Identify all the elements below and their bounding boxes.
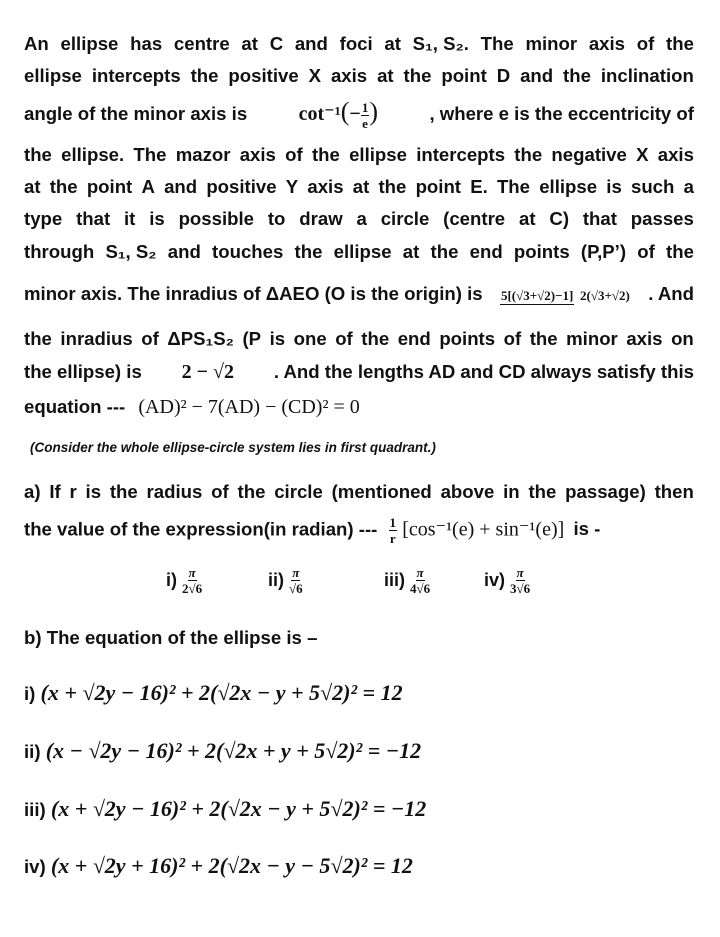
word: axis: [330, 65, 368, 86]
word: the: [528, 481, 557, 502]
passage-line-6: [24, 207, 694, 231]
word: of: [285, 144, 303, 165]
word: end: [397, 328, 431, 349]
word: a: [356, 208, 367, 229]
passage-line-2: [24, 64, 694, 88]
word: positive: [206, 176, 277, 197]
word: ellipse: [539, 176, 598, 197]
word: and: [164, 176, 198, 197]
word: minor: [525, 33, 578, 54]
word: the: [666, 33, 694, 54]
word: negative: [551, 144, 627, 165]
word: passage): [565, 481, 646, 502]
word: possible: [178, 208, 255, 229]
word: intercepts: [416, 144, 506, 165]
word: of: [637, 241, 655, 262]
word: at: [377, 65, 394, 86]
word: Y: [285, 176, 299, 197]
word: axis: [307, 176, 344, 197]
inradius-ps1s2-value: 2 − √2: [181, 361, 234, 383]
word: at: [519, 208, 536, 229]
word: C: [269, 33, 284, 54]
word: and: [167, 241, 201, 262]
word: of: [335, 328, 353, 349]
word: A: [141, 176, 155, 197]
word: An: [24, 33, 49, 54]
word: ellipse: [333, 241, 392, 262]
word: the: [666, 241, 694, 262]
word: point: [86, 176, 133, 197]
word: is: [85, 481, 102, 502]
ad-cd-equation: (AD)² − 7(AD) − (CD)² = 0: [138, 396, 360, 418]
word: has: [130, 33, 163, 54]
passage-line-8-text-a: minor axis. The inradius of ΔAEO (O is the origin) is: [24, 283, 483, 304]
word: the: [24, 144, 52, 165]
question-b-option-3[interactable]: iii) (x + √2y − 16)² + 2(√2x − y + 5√2)² = −12: [24, 796, 427, 821]
question-a-options: [0, 566, 720, 606]
question-b-option-4[interactable]: iv) (x + √2y + 16)² + 2(√2x − y − 5√2)² = 12: [24, 853, 413, 878]
word: point: [415, 176, 461, 197]
word: passes: [630, 208, 694, 229]
word: a: [683, 176, 694, 197]
word: circle: [380, 208, 430, 229]
word: C): [549, 208, 570, 229]
passage-line-5: [24, 175, 694, 199]
word: of: [141, 328, 159, 349]
word: centre: [173, 33, 230, 54]
word: at: [402, 241, 420, 262]
word: circle: [274, 481, 323, 502]
word: a): [24, 481, 41, 502]
word: is: [606, 176, 622, 197]
word: then: [654, 481, 694, 502]
passage-line-10-text-b: . And the lengths AD and CD always satisfy this: [273, 361, 694, 382]
word: on: [671, 328, 694, 349]
word: (mentioned: [331, 481, 432, 502]
word: If: [49, 481, 61, 502]
word: ellipse: [349, 144, 407, 165]
word: in: [503, 481, 520, 502]
word: end: [469, 241, 503, 262]
word: of: [503, 328, 522, 349]
word: the: [403, 65, 432, 86]
one-over-r-fraction: $\frac{1}{r}$: [389, 515, 397, 546]
note-first-quadrant: (Consider the whole ellipse-circle system lies in first quadrant.): [30, 440, 436, 455]
word: the: [24, 328, 52, 349]
word: the: [49, 176, 78, 197]
word: of: [636, 33, 655, 54]
word: is: [269, 328, 286, 349]
question-a-option-3[interactable]: iii) $\frac{\pi}{4√6}$: [384, 565, 431, 596]
word: the: [514, 144, 543, 165]
word: inradius: [60, 328, 133, 349]
word: S₁, S₂.: [412, 33, 469, 54]
word: foci: [339, 33, 373, 54]
passage-line-3-text-b: , where e is the eccentricity of: [429, 103, 694, 124]
word: D: [496, 65, 511, 86]
passage-line-8: [24, 282, 694, 306]
word: above: [440, 481, 495, 502]
passage-line-10: [24, 360, 694, 384]
question-a-line-2-text-b: is -: [573, 518, 601, 540]
question-a-option-2[interactable]: ii) $\frac{\pi}{√6}$: [268, 565, 303, 596]
word: through: [24, 241, 95, 262]
word: the: [294, 241, 323, 262]
word: touches: [212, 241, 284, 262]
question-b-option-2[interactable]: ii) (x − √2y − 16)² + 2(√2x + y + 5√2)² = −12: [24, 738, 422, 763]
word: ellipse: [24, 65, 82, 86]
word: one: [293, 328, 327, 349]
word: the: [529, 328, 558, 349]
inradius-aeo-fraction: 5[(√3+√2)−1] 2(√3+√2): [500, 288, 630, 303]
word: type: [24, 208, 63, 229]
question-a-line-2-text-a: the value of the expression(in radian) ---: [24, 518, 378, 540]
word: the: [237, 481, 266, 502]
word: X: [636, 144, 649, 165]
word: axis: [239, 144, 276, 165]
word: at: [241, 33, 258, 54]
word: S₁, S₂: [105, 241, 157, 262]
word: draw: [299, 208, 343, 229]
cot-inverse-expression: cot⁻¹(− $\frac{1}{e}$ ): [298, 97, 378, 131]
word: axis: [626, 328, 663, 349]
word: the: [311, 144, 340, 165]
word: the: [190, 65, 219, 86]
word: the: [430, 241, 459, 262]
word: point: [441, 65, 487, 86]
word: r: [69, 481, 77, 502]
question-b-option-1[interactable]: i) (x + √2y − 16)² + 2(√2x − y + 5√2)² = 12: [24, 680, 403, 705]
word: (P,P’): [580, 241, 627, 262]
word: The: [133, 144, 167, 165]
passage-line-9: [24, 327, 694, 351]
word: The: [496, 176, 531, 197]
word: is: [149, 208, 165, 229]
word: axis: [588, 33, 626, 54]
word: points: [439, 328, 496, 349]
word: intercepts: [91, 65, 181, 86]
word: at: [384, 33, 401, 54]
word: minor: [566, 328, 618, 349]
passage-line-3: [24, 97, 694, 131]
word: points: [513, 241, 570, 262]
word: (centre: [443, 208, 506, 229]
word: and: [294, 33, 328, 54]
word: ellipse: [60, 33, 119, 54]
cot-fraction: $\frac{1}{e}$: [361, 99, 369, 131]
word: to: [267, 208, 286, 229]
word: X: [308, 65, 322, 86]
word: that: [76, 208, 111, 229]
word: inclination: [600, 65, 694, 86]
word: ellipse.: [61, 144, 125, 165]
passage-line-4: [24, 143, 694, 167]
word: that: [582, 208, 617, 229]
inverse-trig-expression: [cos⁻¹(e) + sin⁻¹(e)]: [402, 518, 565, 541]
passage-line-1: [24, 32, 694, 56]
word: at: [24, 176, 41, 197]
passage-line-3-text-a: angle of the minor axis is: [24, 103, 248, 124]
word: mazor: [175, 144, 231, 165]
word: E.: [470, 176, 488, 197]
word: the: [109, 481, 138, 502]
word: radius: [146, 481, 203, 502]
question-a-line-1: [24, 480, 694, 504]
word: at: [352, 176, 370, 197]
question-b-heading: b) The equation of the ellipse is –: [24, 627, 318, 648]
question-a-line-2: [24, 516, 600, 545]
word: positive: [228, 65, 299, 86]
passage-line-11-text-a: equation ---: [24, 396, 126, 417]
passage-line-11: [24, 395, 360, 419]
word: such: [630, 176, 675, 197]
passage-line-8-text-b: . And: [648, 283, 694, 304]
word: (P: [242, 328, 262, 349]
word: the: [361, 328, 390, 349]
word: axis: [657, 144, 694, 165]
word: The: [480, 33, 514, 54]
passage-line-7: [24, 240, 694, 264]
word: the: [563, 65, 591, 86]
word: and: [520, 65, 554, 86]
word: of: [211, 481, 229, 502]
question-a-option-1[interactable]: i) $\frac{\pi}{2√6}$: [166, 565, 203, 596]
passage-line-10-text-a: the ellipse) is: [24, 361, 142, 382]
word: ΔPS₁S₂: [167, 328, 234, 349]
question-a-option-4[interactable]: iv) $\frac{\pi}{3√6}$: [484, 565, 531, 596]
word: the: [378, 176, 407, 197]
word: it: [124, 208, 136, 229]
